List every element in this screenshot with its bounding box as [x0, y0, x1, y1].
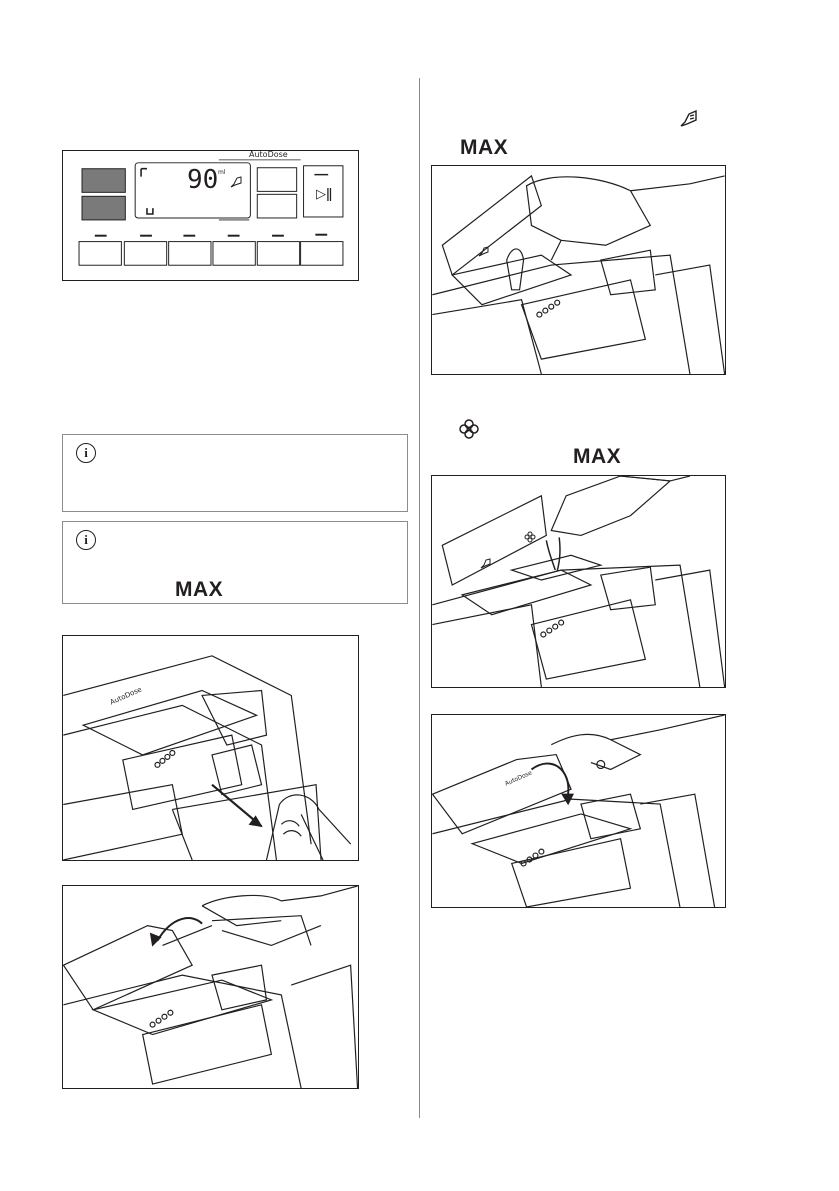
panel-button-dark-bottom	[82, 196, 125, 220]
step1-max-label: MAX	[460, 136, 509, 159]
note-max-label: MAX	[175, 578, 224, 601]
softener-flower-icon	[458, 418, 480, 445]
panel-button-dark-top	[82, 169, 125, 193]
start-pause-symbol: ▷ǁ	[316, 187, 333, 202]
lcd-unit: ml	[218, 169, 226, 176]
info-icon: i	[76, 443, 96, 463]
lcd-value: 90	[187, 165, 219, 195]
flap-close-figure	[431, 714, 726, 908]
control-panel-figure	[62, 150, 359, 281]
column-divider	[419, 78, 420, 1118]
softener-flower-icon	[524, 531, 536, 543]
info-note-2	[62, 521, 408, 604]
drawer-pull-out-figure	[62, 635, 359, 861]
info-icon: i	[76, 530, 96, 550]
flap-open-figure	[62, 885, 359, 1089]
detergent-dose-icon	[229, 175, 243, 189]
softener-pour-figure	[431, 475, 726, 688]
info-note-1	[62, 434, 408, 512]
detergent-dose-icon	[480, 558, 492, 570]
step2-max-label: MAX	[573, 445, 622, 468]
option-button-row	[79, 235, 343, 266]
drawer-lid-label: AutoDose	[108, 685, 144, 707]
detergent-dose-icon	[478, 246, 490, 258]
panel-button-lower	[257, 194, 296, 218]
panel-button-upper	[257, 168, 296, 192]
drawer-lid-label: AutoDose	[503, 769, 534, 788]
detergent-pour-figure	[431, 165, 726, 375]
detergent-dose-icon	[678, 108, 700, 135]
autodose-label: AutoDose	[249, 150, 288, 159]
